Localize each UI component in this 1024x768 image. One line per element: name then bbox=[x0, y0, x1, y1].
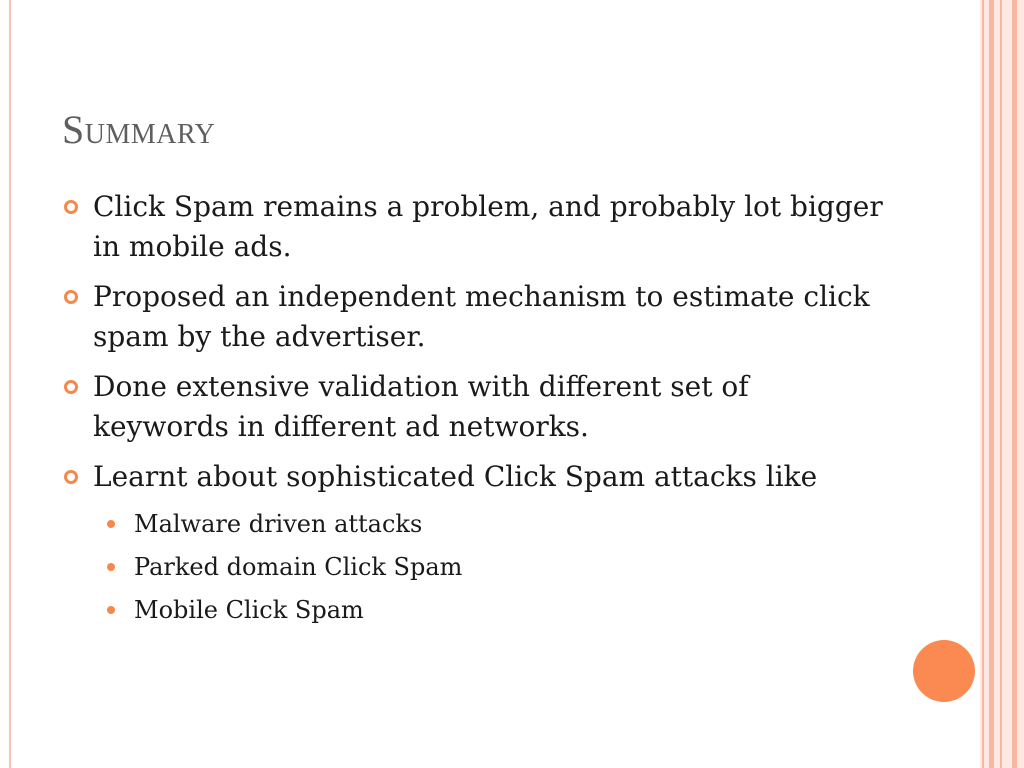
bullet-circle-icon bbox=[64, 290, 78, 304]
bullet-text: Click Spam remains a problem, and probably lot bigger in mobile ads. bbox=[93, 190, 883, 263]
decorative-circle bbox=[913, 640, 975, 702]
subbullet-dot-icon bbox=[107, 520, 115, 528]
right-decorative-band bbox=[980, 0, 1024, 768]
right-stripe bbox=[1012, 0, 1017, 768]
bullet-item bbox=[62, 277, 892, 357]
bullet-item bbox=[62, 457, 892, 632]
subbullet-list bbox=[62, 503, 892, 632]
left-border-line bbox=[9, 0, 11, 768]
subbullet-text: Parked domain Click Spam bbox=[134, 553, 463, 581]
subbullet-text: Mobile Click Spam bbox=[134, 596, 364, 624]
bullet-circle-icon bbox=[64, 470, 78, 484]
bullet-item bbox=[62, 187, 892, 267]
right-stripe bbox=[982, 0, 984, 768]
subbullet-dot-icon bbox=[107, 563, 115, 571]
bullet-text: Proposed an independent mechanism to estimate click spam by the advertiser. bbox=[93, 280, 870, 353]
subbullet-dot-icon bbox=[107, 606, 115, 614]
bullet-circle-icon bbox=[64, 380, 78, 394]
subbullet-item bbox=[62, 503, 892, 546]
bullet-item bbox=[62, 367, 892, 447]
bullet-text: Done extensive validation with different set of keywords in different ad networks. bbox=[93, 370, 749, 443]
subbullet-item bbox=[62, 589, 892, 632]
bullet-list bbox=[62, 187, 892, 642]
subbullet-item bbox=[62, 546, 892, 589]
bullet-circle-icon bbox=[64, 200, 78, 214]
slide-title: Summary bbox=[62, 107, 216, 152]
right-stripe bbox=[989, 0, 994, 768]
right-stripe bbox=[1000, 0, 1002, 768]
subbullet-text: Malware driven attacks bbox=[134, 510, 423, 538]
bullet-text: Learnt about sophisticated Click Spam attacks like bbox=[93, 460, 818, 493]
